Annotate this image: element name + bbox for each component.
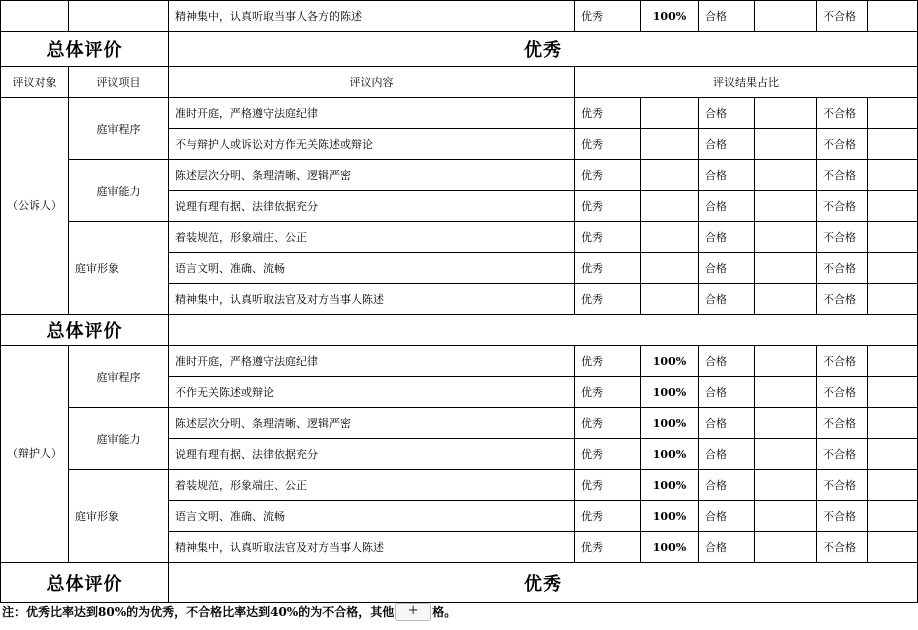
rating-fail: 不合格 bbox=[817, 253, 868, 284]
rating-fail: 不合格 bbox=[817, 346, 868, 377]
rating-pass-percent bbox=[755, 501, 817, 532]
evaluation-item: 庭审能力 bbox=[69, 160, 169, 222]
rating-excellent-percent: 100% bbox=[641, 377, 699, 408]
rating-excellent-percent: 100% bbox=[641, 1, 699, 32]
overall-label: 总体评价 bbox=[1, 315, 169, 346]
rating-excellent: 优秀 bbox=[575, 532, 641, 563]
rating-fail: 不合格 bbox=[817, 191, 868, 222]
rating-pass-percent bbox=[755, 284, 817, 315]
rating-pass: 合格 bbox=[699, 408, 755, 439]
rating-excellent: 优秀 bbox=[575, 408, 641, 439]
rating-excellent: 优秀 bbox=[575, 439, 641, 470]
criterion-content: 不与辩护人或诉讼对方作无关陈述或辩论 bbox=[169, 129, 575, 160]
rating-fail-percent bbox=[868, 284, 918, 315]
criterion-content: 精神集中，认真听取法官及对方当事人陈述 bbox=[169, 532, 575, 563]
overall-label: 总体评价 bbox=[1, 563, 169, 603]
table-row bbox=[1, 346, 918, 377]
footnote bbox=[2, 603, 456, 622]
add-button[interactable]: + bbox=[395, 603, 431, 621]
criterion-content: 说理有理有据、法律依据充分 bbox=[169, 439, 575, 470]
empty-cell bbox=[1, 1, 69, 32]
rating-excellent: 优秀 bbox=[575, 191, 641, 222]
rating-pass-percent bbox=[755, 377, 817, 408]
rating-fail-percent bbox=[868, 98, 918, 129]
rating-pass-percent bbox=[755, 439, 817, 470]
rating-pass-percent bbox=[755, 532, 817, 563]
rating-fail-percent bbox=[868, 222, 918, 253]
rating-pass: 合格 bbox=[699, 222, 755, 253]
overall-value bbox=[169, 315, 918, 346]
rating-excellent: 优秀 bbox=[575, 470, 641, 501]
rating-excellent-percent: 100% bbox=[641, 408, 699, 439]
rating-pass-percent bbox=[755, 191, 817, 222]
rating-pass: 合格 bbox=[699, 1, 755, 32]
rating-fail: 不合格 bbox=[817, 470, 868, 501]
rating-fail: 不合格 bbox=[817, 439, 868, 470]
criterion-content: 精神集中，认真听取法官及对方当事人陈述 bbox=[169, 284, 575, 315]
rating-excellent-percent bbox=[641, 129, 699, 160]
rating-fail: 不合格 bbox=[817, 129, 868, 160]
rating-fail: 不合格 bbox=[817, 160, 868, 191]
criterion-content: 准时开庭，严格遵守法庭纪律 bbox=[169, 98, 575, 129]
rating-fail-percent bbox=[868, 470, 918, 501]
table-row bbox=[1, 222, 918, 253]
criterion-content: 陈述层次分明、条理清晰、逻辑严密 bbox=[169, 408, 575, 439]
table-row bbox=[1, 98, 918, 129]
rating-pass: 合格 bbox=[699, 284, 755, 315]
rating-excellent-percent bbox=[641, 160, 699, 191]
rating-fail-percent bbox=[868, 501, 918, 532]
overall-row bbox=[1, 563, 918, 603]
rating-pass-percent bbox=[755, 346, 817, 377]
header-content: 评议内容 bbox=[169, 67, 575, 98]
rating-excellent: 优秀 bbox=[575, 1, 641, 32]
rating-pass-percent bbox=[755, 222, 817, 253]
empty-cell bbox=[69, 1, 169, 32]
rating-fail: 不合格 bbox=[817, 222, 868, 253]
header-result: 评议结果占比 bbox=[575, 67, 918, 98]
rating-excellent-percent: 100% bbox=[641, 346, 699, 377]
evaluation-item: 庭审形象 bbox=[69, 222, 169, 315]
rating-fail: 不合格 bbox=[817, 98, 868, 129]
evaluation-item: 庭审形象 bbox=[69, 470, 169, 563]
table-row bbox=[1, 160, 918, 191]
rating-fail: 不合格 bbox=[817, 501, 868, 532]
evaluation-item: 庭审程序 bbox=[69, 346, 169, 408]
rating-excellent-percent: 100% bbox=[641, 501, 699, 532]
evaluation-item: 庭审能力 bbox=[69, 408, 169, 470]
criterion-content: 着装规范，形象端庄、公正 bbox=[169, 222, 575, 253]
rating-fail-percent bbox=[868, 191, 918, 222]
criterion-content: 语言文明、准确、流畅 bbox=[169, 253, 575, 284]
rating-excellent-percent bbox=[641, 191, 699, 222]
rating-pass: 合格 bbox=[699, 160, 755, 191]
evaluated-party: （辩护人） bbox=[1, 346, 69, 563]
rating-pass: 合格 bbox=[699, 377, 755, 408]
rating-fail-percent bbox=[868, 253, 918, 284]
overall-row bbox=[1, 315, 918, 346]
rating-fail-percent bbox=[868, 408, 918, 439]
criterion-content: 陈述层次分明、条理清晰、逻辑严密 bbox=[169, 160, 575, 191]
rating-excellent: 优秀 bbox=[575, 160, 641, 191]
rating-pass: 合格 bbox=[699, 439, 755, 470]
criterion-content: 准时开庭，严格遵守法庭纪律 bbox=[169, 346, 575, 377]
rating-pass-percent bbox=[755, 160, 817, 191]
rating-excellent-percent bbox=[641, 98, 699, 129]
header-object: 评议对象 bbox=[1, 67, 69, 98]
overall-value: 优秀 bbox=[169, 32, 918, 67]
rating-excellent: 优秀 bbox=[575, 222, 641, 253]
rating-pass-percent bbox=[755, 1, 817, 32]
rating-excellent: 优秀 bbox=[575, 377, 641, 408]
table-row bbox=[1, 470, 918, 501]
rating-fail-percent bbox=[868, 439, 918, 470]
rating-excellent: 优秀 bbox=[575, 253, 641, 284]
criterion-content: 不作无关陈述或辩论 bbox=[169, 377, 575, 408]
rating-excellent-percent bbox=[641, 222, 699, 253]
rating-fail: 不合格 bbox=[817, 377, 868, 408]
rating-excellent-percent: 100% bbox=[641, 470, 699, 501]
rating-fail: 不合格 bbox=[817, 408, 868, 439]
rating-fail-percent bbox=[868, 346, 918, 377]
rating-fail-percent bbox=[868, 377, 918, 408]
rating-excellent: 优秀 bbox=[575, 501, 641, 532]
rating-fail-percent bbox=[868, 532, 918, 563]
rating-pass: 合格 bbox=[699, 346, 755, 377]
rating-fail: 不合格 bbox=[817, 532, 868, 563]
table-row bbox=[1, 408, 918, 439]
footnote-text-end: 格。 bbox=[432, 605, 457, 619]
rating-pass: 合格 bbox=[699, 191, 755, 222]
rating-pass-percent bbox=[755, 98, 817, 129]
rating-excellent: 优秀 bbox=[575, 98, 641, 129]
rating-fail: 不合格 bbox=[817, 1, 868, 32]
criterion-content: 着装规范，形象端庄、公正 bbox=[169, 470, 575, 501]
rating-excellent-percent bbox=[641, 253, 699, 284]
rating-pass-percent bbox=[755, 470, 817, 501]
rating-excellent: 优秀 bbox=[575, 346, 641, 377]
overall-value: 优秀 bbox=[169, 563, 918, 603]
rating-pass: 合格 bbox=[699, 532, 755, 563]
overall-label: 总体评价 bbox=[1, 32, 169, 67]
rating-fail: 不合格 bbox=[817, 284, 868, 315]
rating-fail-percent bbox=[868, 129, 918, 160]
rating-pass: 合格 bbox=[699, 253, 755, 284]
rating-excellent-percent: 100% bbox=[641, 532, 699, 563]
rating-pass-percent bbox=[755, 408, 817, 439]
table-row bbox=[1, 1, 918, 32]
rating-pass-percent bbox=[755, 129, 817, 160]
rating-fail-percent bbox=[868, 1, 918, 32]
rating-excellent-percent bbox=[641, 284, 699, 315]
rating-excellent-percent: 100% bbox=[641, 439, 699, 470]
rating-pass: 合格 bbox=[699, 501, 755, 532]
criterion-content: 语言文明、准确、流畅 bbox=[169, 501, 575, 532]
header-row bbox=[1, 67, 918, 98]
rating-excellent: 优秀 bbox=[575, 129, 641, 160]
criterion-content: 精神集中，认真听取当事人各方的陈述 bbox=[169, 1, 575, 32]
evaluation-item: 庭审程序 bbox=[69, 98, 169, 160]
rating-pass-percent bbox=[755, 253, 817, 284]
overall-row bbox=[1, 32, 918, 67]
criterion-content: 说理有理有据、法律依据充分 bbox=[169, 191, 575, 222]
rating-fail-percent bbox=[868, 160, 918, 191]
footnote-text: 注：优秀比率达到80%的为优秀，不合格比率达到40%的为不合格，其他 bbox=[2, 605, 395, 619]
rating-pass: 合格 bbox=[699, 129, 755, 160]
rating-pass: 合格 bbox=[699, 470, 755, 501]
rating-pass: 合格 bbox=[699, 98, 755, 129]
evaluated-party: （公诉人） bbox=[1, 98, 69, 315]
header-item: 评议项目 bbox=[69, 67, 169, 98]
rating-excellent: 优秀 bbox=[575, 284, 641, 315]
